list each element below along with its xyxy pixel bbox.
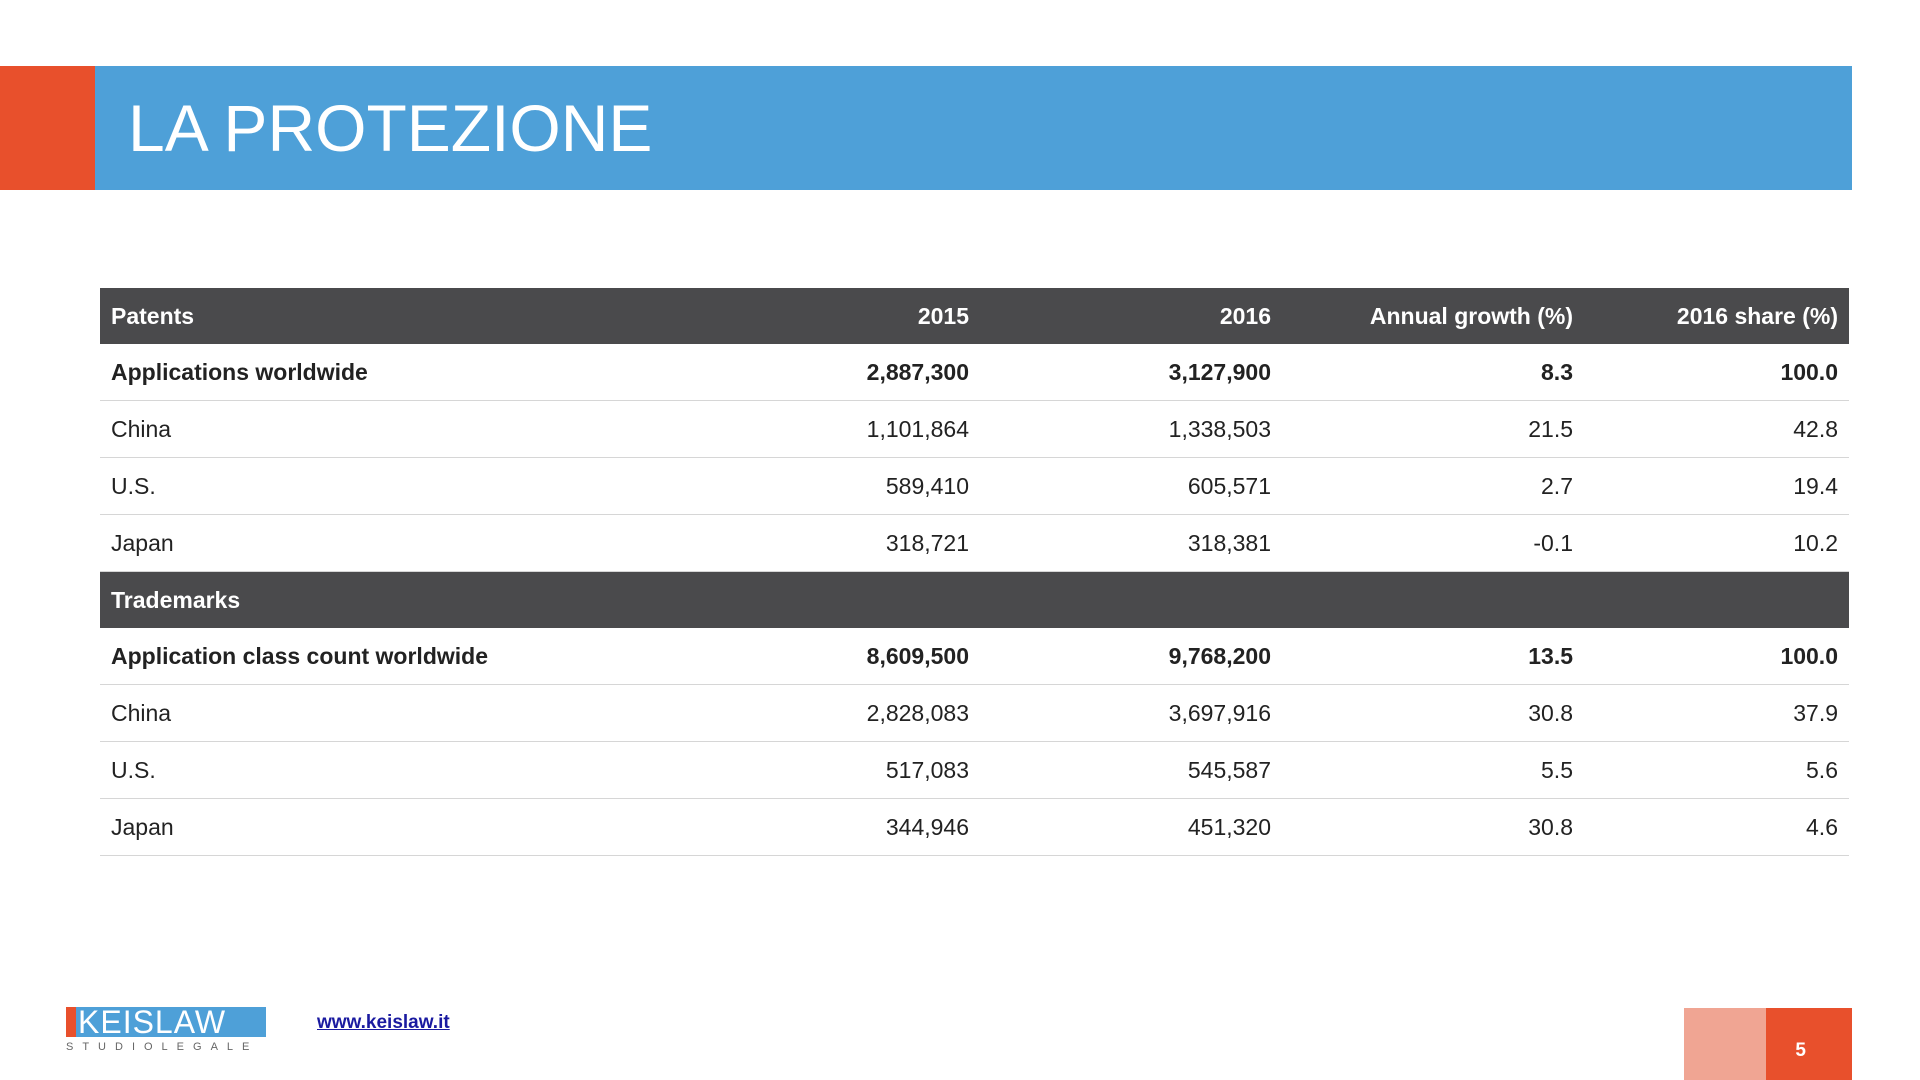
logo-wordmark: KEISLAW (78, 1004, 227, 1040)
row-label: U.S. (100, 458, 700, 515)
cell-growth: 21.5 (1282, 401, 1584, 458)
table-row (100, 742, 1849, 799)
cell-2015: 517,083 (700, 742, 980, 799)
cell-2016: 3,127,900 (980, 344, 1282, 401)
page-number-accent (1684, 1008, 1766, 1080)
cell-share: 19.4 (1584, 458, 1849, 515)
cell-2016: 605,571 (980, 458, 1282, 515)
cell-growth: 5.5 (1282, 742, 1584, 799)
table-row (100, 401, 1849, 458)
cell-2015: 1,101,864 (700, 401, 980, 458)
cell-share: 100.0 (1584, 344, 1849, 401)
column-header-2015: 2015 (700, 288, 980, 344)
column-header-annual-growth: Annual growth (%) (1282, 288, 1584, 344)
logo-subtitle: STUDIOLEGALE (66, 1041, 259, 1053)
cell-growth: 30.8 (1282, 685, 1584, 742)
cell-share: 42.8 (1584, 401, 1849, 458)
title-bar (95, 66, 1852, 190)
cell-2015: 2,887,300 (700, 344, 980, 401)
cell-2015: 2,828,083 (700, 685, 980, 742)
cell-growth: 30.8 (1282, 799, 1584, 856)
column-header-2016-share: 2016 share (%) (1584, 288, 1849, 344)
cell-2016: 9,768,200 (980, 628, 1282, 685)
section-header-trademarks: Trademarks (100, 572, 1849, 629)
column-header-2016: 2016 (980, 288, 1282, 344)
cell-2016: 545,587 (980, 742, 1282, 799)
cell-growth: 8.3 (1282, 344, 1584, 401)
cell-share: 10.2 (1584, 515, 1849, 572)
patents-header-row (100, 288, 1849, 344)
cell-share: 5.6 (1584, 742, 1849, 799)
cell-growth: 2.7 (1282, 458, 1584, 515)
row-label: U.S. (100, 742, 700, 799)
ip-statistics-table (100, 288, 1849, 856)
table-row (100, 344, 1849, 401)
title-accent-block (0, 66, 95, 190)
table-row (100, 458, 1849, 515)
cell-2015: 589,410 (700, 458, 980, 515)
cell-2016: 1,338,503 (980, 401, 1282, 458)
row-label: China (100, 401, 700, 458)
cell-growth: -0.1 (1282, 515, 1584, 572)
row-label: Japan (100, 799, 700, 856)
row-label: Application class count worldwide (100, 628, 700, 685)
cell-2015: 344,946 (700, 799, 980, 856)
row-label: Japan (100, 515, 700, 572)
keislaw-logo (66, 1005, 271, 1055)
cell-2015: 318,721 (700, 515, 980, 572)
table-row (100, 799, 1849, 856)
logo-accent (66, 1007, 76, 1037)
cell-2015: 8,609,500 (700, 628, 980, 685)
row-label: China (100, 685, 700, 742)
table-row (100, 515, 1849, 572)
table-row (100, 628, 1849, 685)
website-link[interactable]: www.keislaw.it (317, 1012, 450, 1033)
slide-title: LA PROTEZIONE (128, 91, 653, 165)
page-number: 5 (1795, 1040, 1806, 1061)
row-label: Applications worldwide (100, 344, 700, 401)
cell-share: 100.0 (1584, 628, 1849, 685)
trademarks-header-row (100, 572, 1849, 629)
cell-2016: 318,381 (980, 515, 1282, 572)
cell-2016: 451,320 (980, 799, 1282, 856)
cell-share: 37.9 (1584, 685, 1849, 742)
cell-2016: 3,697,916 (980, 685, 1282, 742)
cell-share: 4.6 (1584, 799, 1849, 856)
page-number-box (1766, 1008, 1852, 1080)
cell-growth: 13.5 (1282, 628, 1584, 685)
column-header-patents: Patents (100, 288, 700, 344)
table-row (100, 685, 1849, 742)
